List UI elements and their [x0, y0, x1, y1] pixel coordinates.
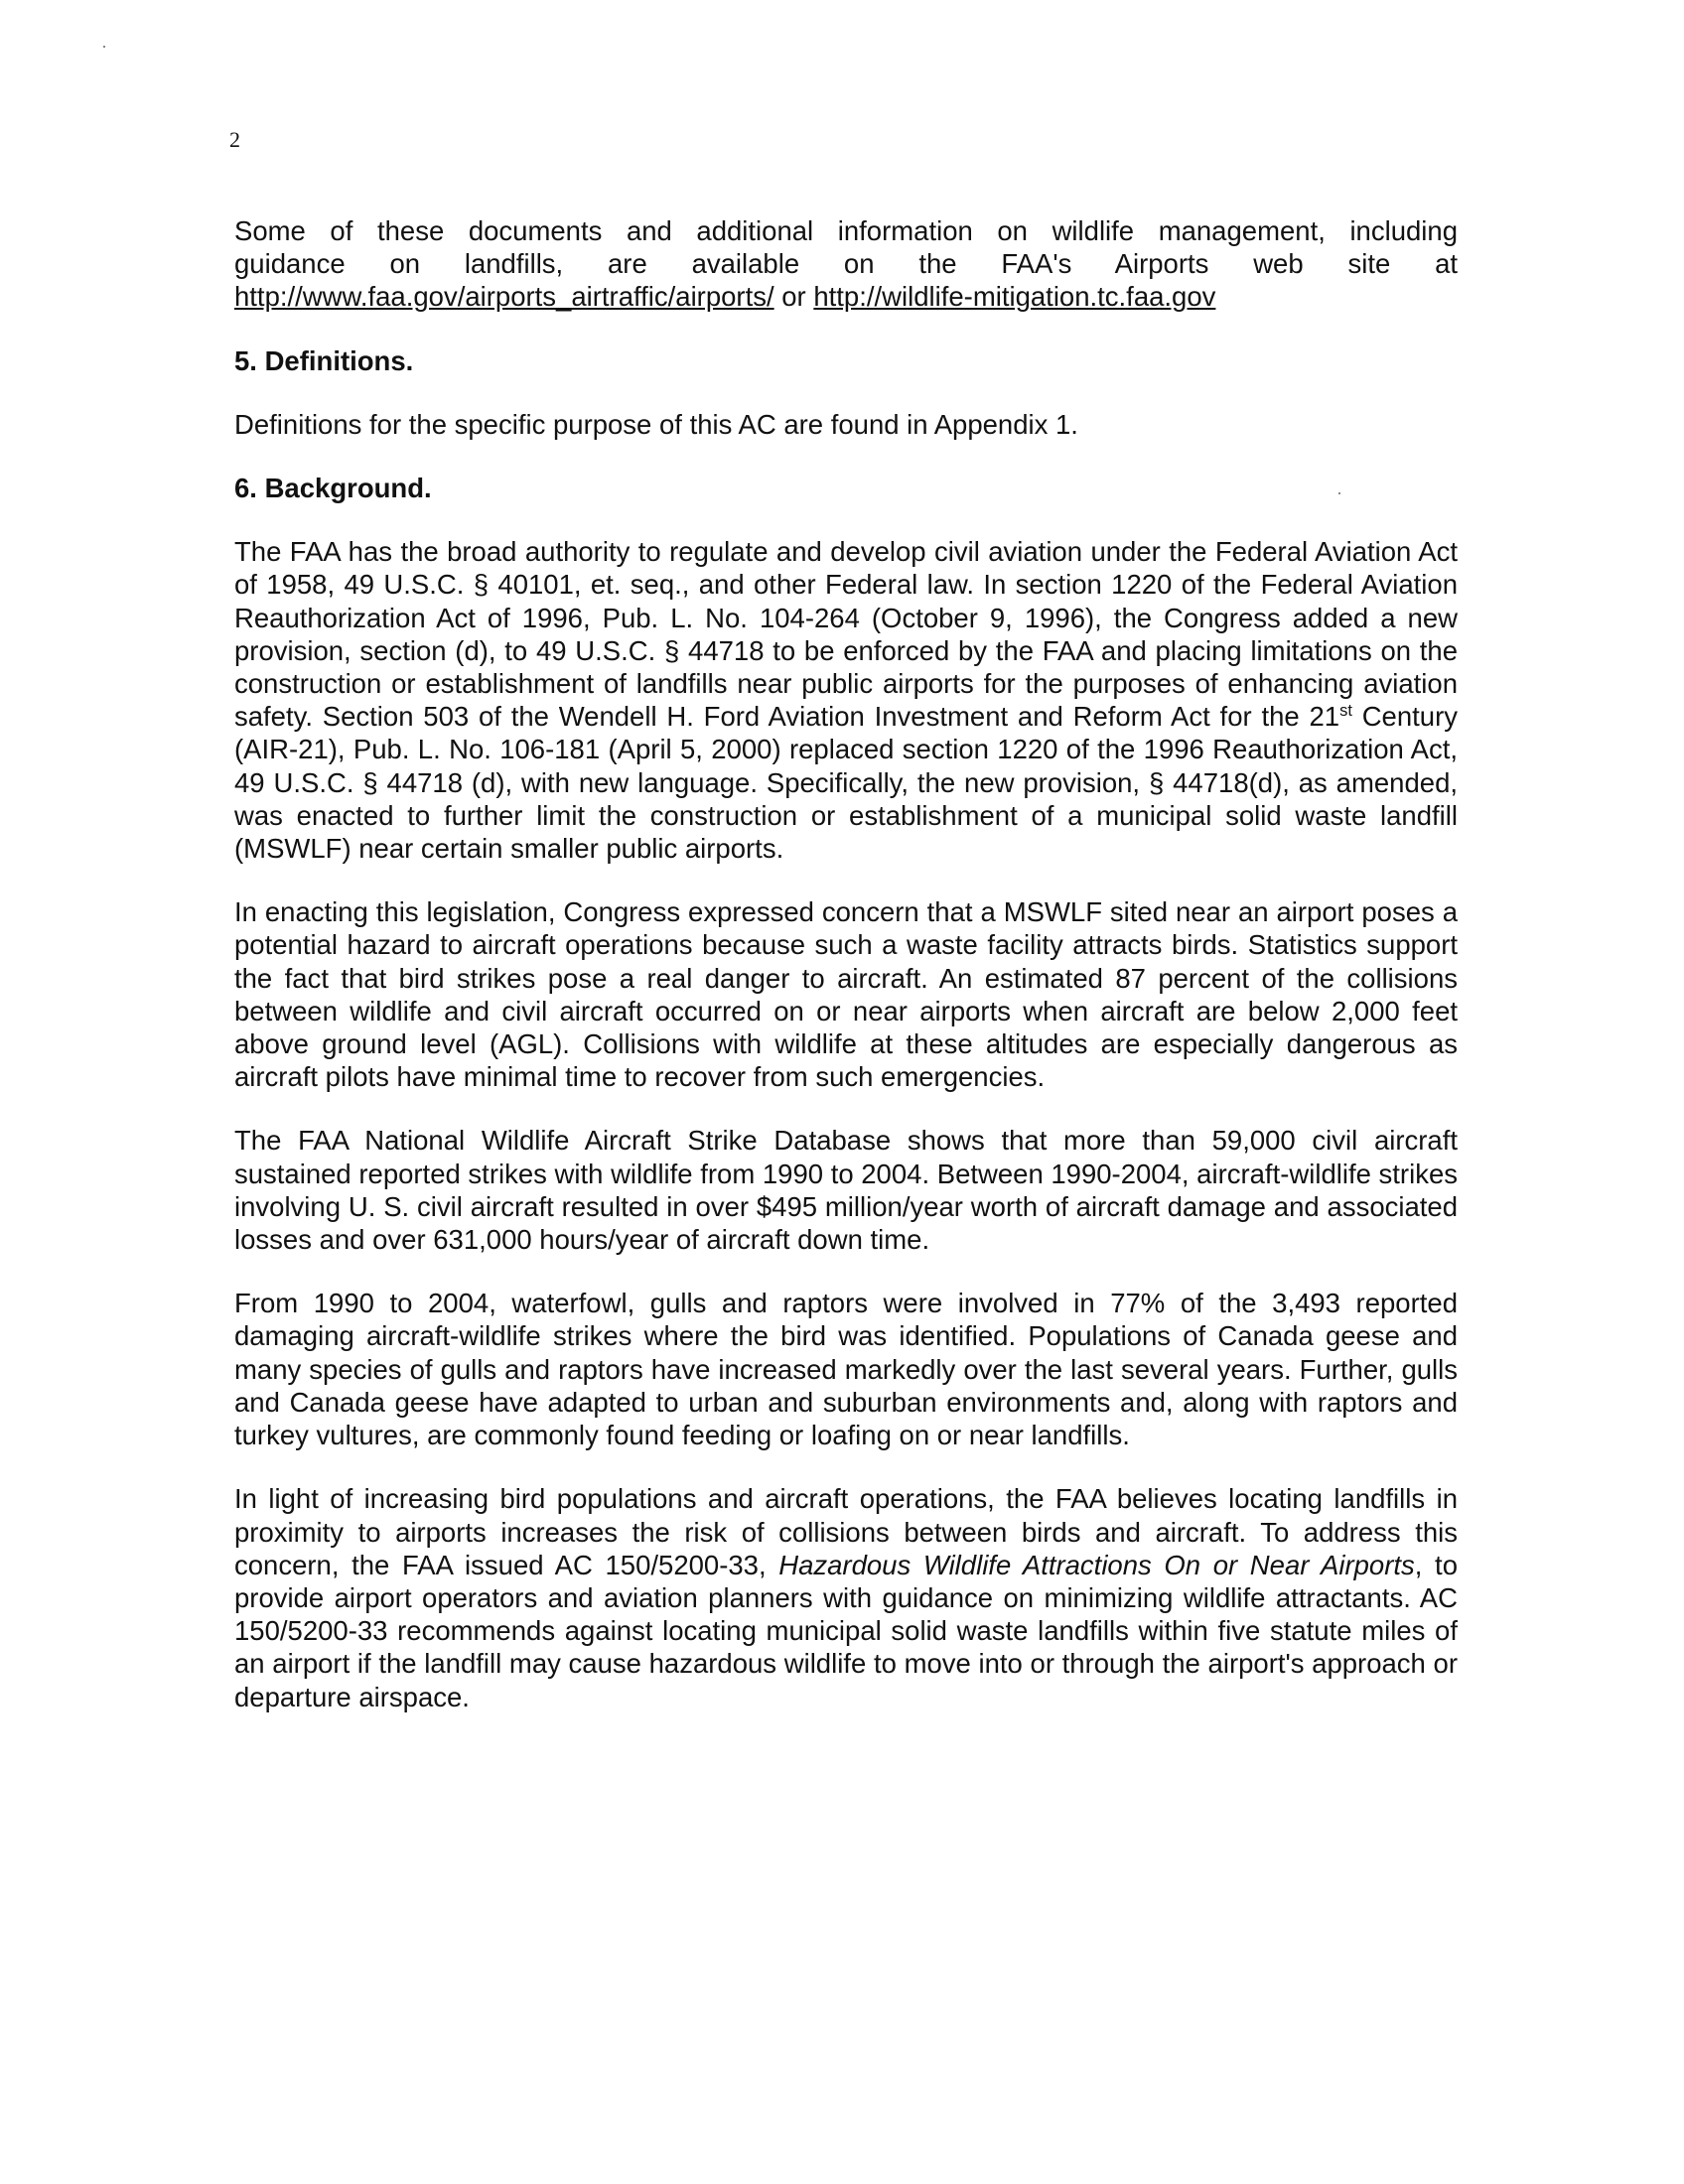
intro-links-line — [234, 280, 1458, 313]
wildlife-mitigation-link[interactable]: http://wildlife-mitigation.tc.faa.gov — [813, 281, 1216, 313]
background-paragraph-3: The FAA National Wildlife Aircraft Strike Database shows that more than 59,000 civil aircraft sustained reported strikes with wildlife from 1990 to 2004. Between 1990-2004, aircraft-wildlife strikes involving U. S. civil aircraft resulted in over $495 million/year worth of aircraft damage and associated losses and over 631,000 hours/year of aircraft down time. — [234, 1125, 1458, 1256]
intro-line-1: Some of these documents and additional information on wildlife management, including — [234, 215, 1458, 246]
background-paragraph-1 — [234, 535, 1458, 865]
section-6-heading: 6. Background. — [234, 473, 432, 504]
background-p1-part-a: The FAA has the broad authority to regulate and develop civil aviation under the Federal Aviation Act of 1958, 49 U.S.C. § 40101, et. seq., and other Federal law. In section 1220 of the Federal Aviation Reauthorization Act of 1996, Pub. L. No. 104-264 (October 9, 1996), the Congress added a new provision, section (d), to 49 U.S.C. § 44718 to be enforced by the FAA and placing limitations on the construction or establishment of landfills near public airports for the purposes of enhancing aviation safety. Section 503 of the Wendell H. Ford Aviation Investment and Reform Act for the 21 — [234, 536, 1458, 733]
section-5-heading: 5. Definitions. — [234, 344, 414, 376]
intro-paragraph — [234, 214, 1458, 314]
section-5-text: Definitions for the specific purpose of this AC are found in Appendix 1. — [234, 408, 1078, 440]
background-paragraph-4: From 1990 to 2004, waterfowl, gulls and raptors were involved in 77% of the 3,493 reported damaging aircraft-wildlife strikes where the bird was identified. Populations of Canada geese and many species of gulls and raptors have increased markedly over the last several years. Further, gulls and Canada geese have adapted to urban and suburban environments and, along with raptors and turkey vultures, are commonly found feeding or loafing on or near landfills. — [234, 1288, 1458, 1451]
background-p5-part-b: , to provide airport operators and aviation planners with guidance on minimizing wildlife attractants. AC 150/5200-33 recommends against locating municipal solid waste landfills within five statute miles of an airport if the landfill may cause hazardous wildlife to move into or through the airport's approach or departure airspace. — [234, 1549, 1458, 1712]
document-body — [234, 214, 1458, 1744]
faa-airports-link[interactable]: http://www.faa.gov/airports_airtraffic/airports/ — [234, 281, 774, 313]
ac-title-italic: Hazardous Wildlife Attractions On or Near Airports — [778, 1549, 1415, 1580]
scan-speck — [103, 46, 105, 48]
or-text: or — [773, 281, 814, 313]
background-paragraph-2: In enacting this legislation, Congress expressed concern that a MSWLF sited near an airport poses a potential hazard to aircraft operations because such a waste facility attracts birds. Statistics support the fact that bird strikes pose a real danger to aircraft. An estimated 87 percent of the collisions between wildlife and civil aircraft occurred on or near airports when aircraft are below 2,000 feet above ground level (AGL). Collisions with wildlife at these altitudes are especially dangerous as aircraft pilots have minimal time to recover from such emergencies. — [234, 896, 1458, 1093]
ordinal-superscript: st — [1339, 702, 1352, 721]
intro-line-2: guidance on landfills, are available on the FAA's Airports web site at — [234, 248, 1458, 280]
page-number: 2 — [229, 127, 240, 152]
background-paragraph-5 — [234, 1482, 1458, 1712]
background-p1-part-b: Century (AIR-21), Pub. L. No. 106-181 (April 5, 2000) replaced section 1220 of the 1996 Reauthorization Act, 49 U.S.C. § 44718 (d), with new language. Specifically, the new provision, § 44718(d), as amended, was enacted to further limit the construction or establishment of a municipal solid waste landfill (MSWLF) near certain smaller public airports. — [234, 701, 1458, 865]
background-p5-part-a: In light of increasing bird populations and aircraft operations, the FAA believes locating landfills in proximity to airports increases the risk of collisions between birds and aircraft. To address this concern, the FAA issued AC 150/5200-33, — [234, 1483, 1458, 1580]
